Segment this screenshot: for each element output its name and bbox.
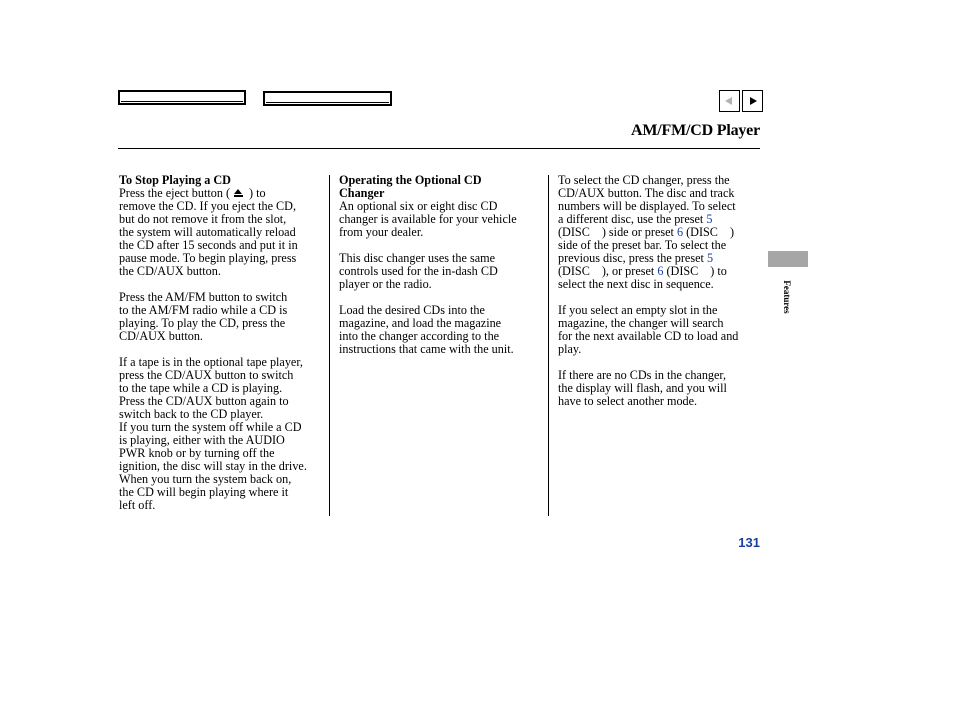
column-select-changer <box>558 174 762 408</box>
text-line: If you select an empty slot in the <box>558 303 718 317</box>
text-line: If a tape is in the optional tape player, <box>119 355 303 369</box>
text-line: play. <box>558 342 582 356</box>
column-optional-changer <box>339 174 544 356</box>
text-line: magazine, the changer will search <box>558 316 724 330</box>
text-line: select the next disc in sequence. <box>558 277 714 291</box>
preset-5-label: 5 <box>706 251 714 265</box>
text-line: the CD after 15 seconds and put it in <box>119 238 298 252</box>
text-line: the display will flash, and you will <box>558 381 727 395</box>
text-line: into the changer according to the <box>339 329 500 343</box>
preset-6-label: 6 <box>676 225 684 239</box>
section-label: Features <box>782 280 792 314</box>
triangle-left-icon <box>725 97 732 105</box>
text-line: If you turn the system off while a CD <box>119 420 302 434</box>
text-line: controls used for the in-dash CD <box>339 264 498 278</box>
text-line: If there are no CDs in the changer, <box>558 368 727 382</box>
text-line: changer is available for your vehicle <box>339 212 517 226</box>
next-page-button[interactable] <box>742 90 763 112</box>
text-line: An optional six or eight disc CD <box>339 199 498 213</box>
index-nav-box[interactable] <box>263 91 392 106</box>
text-line: playing. To play the CD, press the <box>119 316 286 330</box>
section-heading: Changer <box>339 186 385 200</box>
text-line: have to select another mode. <box>558 394 698 408</box>
text-line: This disc changer uses the same <box>339 251 496 265</box>
text-line: Load the desired CDs into the <box>339 303 485 317</box>
text-line: but do not remove it from the slot, <box>119 212 287 226</box>
page-title: AM/FM/CD Player <box>631 122 760 139</box>
text-line: magazine, and load the magazine <box>339 316 502 330</box>
triangle-right-icon <box>750 97 757 105</box>
section-heading: Operating the Optional CD <box>339 173 482 187</box>
section-tab[interactable] <box>768 251 808 267</box>
text-line: switch back to the CD player. <box>119 407 264 421</box>
text-line: remove the CD. If you eject the CD, <box>119 199 297 213</box>
column-divider <box>548 175 549 516</box>
prev-page-button[interactable] <box>719 90 740 112</box>
text-line: from your dealer. <box>339 225 424 239</box>
contents-nav-box[interactable] <box>118 90 246 105</box>
text-line: Press the CD/AUX button again to <box>119 394 289 408</box>
text-line: instructions that came with the unit. <box>339 342 514 356</box>
text-line: When you turn the system back on, <box>119 472 292 486</box>
text-line: CD/AUX button. The disc and track <box>558 186 735 200</box>
column-divider <box>329 175 330 516</box>
text-line: to the tape while a CD is playing. <box>119 381 283 395</box>
text-line: PWR knob or by turning off the <box>119 446 275 460</box>
text-line: pause mode. To begin playing, press <box>119 251 297 265</box>
column-stop-playing <box>119 174 326 512</box>
text-line: (DISC ), or preset 6 (DISC ) to <box>558 264 727 278</box>
text-line: to the AM/FM radio while a CD is <box>119 303 288 317</box>
preset-5-label: 5 <box>706 212 713 226</box>
text-line: left off. <box>119 498 156 512</box>
page-number: 131 <box>738 535 760 550</box>
text-line: the CD/AUX button. <box>119 264 221 278</box>
text-line: Press the AM/FM button to switch <box>119 290 288 304</box>
section-heading: To Stop Playing a CD <box>119 173 231 187</box>
text-line: previous disc, press the preset 5 <box>558 251 714 265</box>
text-line: To select the CD changer, press the <box>558 173 730 187</box>
text-line: numbers will be displayed. To select <box>558 199 736 213</box>
text-line: Press the eject button ( ) to <box>119 186 266 200</box>
text-line: (DISC ) side or preset 6 (DISC ) <box>558 225 734 239</box>
preset-6-label: 6 <box>657 264 664 278</box>
eject-icon <box>234 189 243 198</box>
text-line: is playing, either with the AUDIO <box>119 433 285 447</box>
text-line: for the next available CD to load and <box>558 329 739 343</box>
text-line: CD/AUX button. <box>119 329 203 343</box>
text-line: player or the radio. <box>339 277 432 291</box>
text-line: the CD will begin playing where it <box>119 485 289 499</box>
text-line: side of the preset bar. To select the <box>558 238 727 252</box>
text-line: ignition, the disc will stay in the drive. <box>119 459 307 473</box>
title-divider <box>118 148 760 149</box>
text-line: press the CD/AUX button to switch <box>119 368 294 382</box>
text-line: the system will automatically reload <box>119 225 296 239</box>
text-line: a different disc, use the preset 5 <box>558 212 713 226</box>
